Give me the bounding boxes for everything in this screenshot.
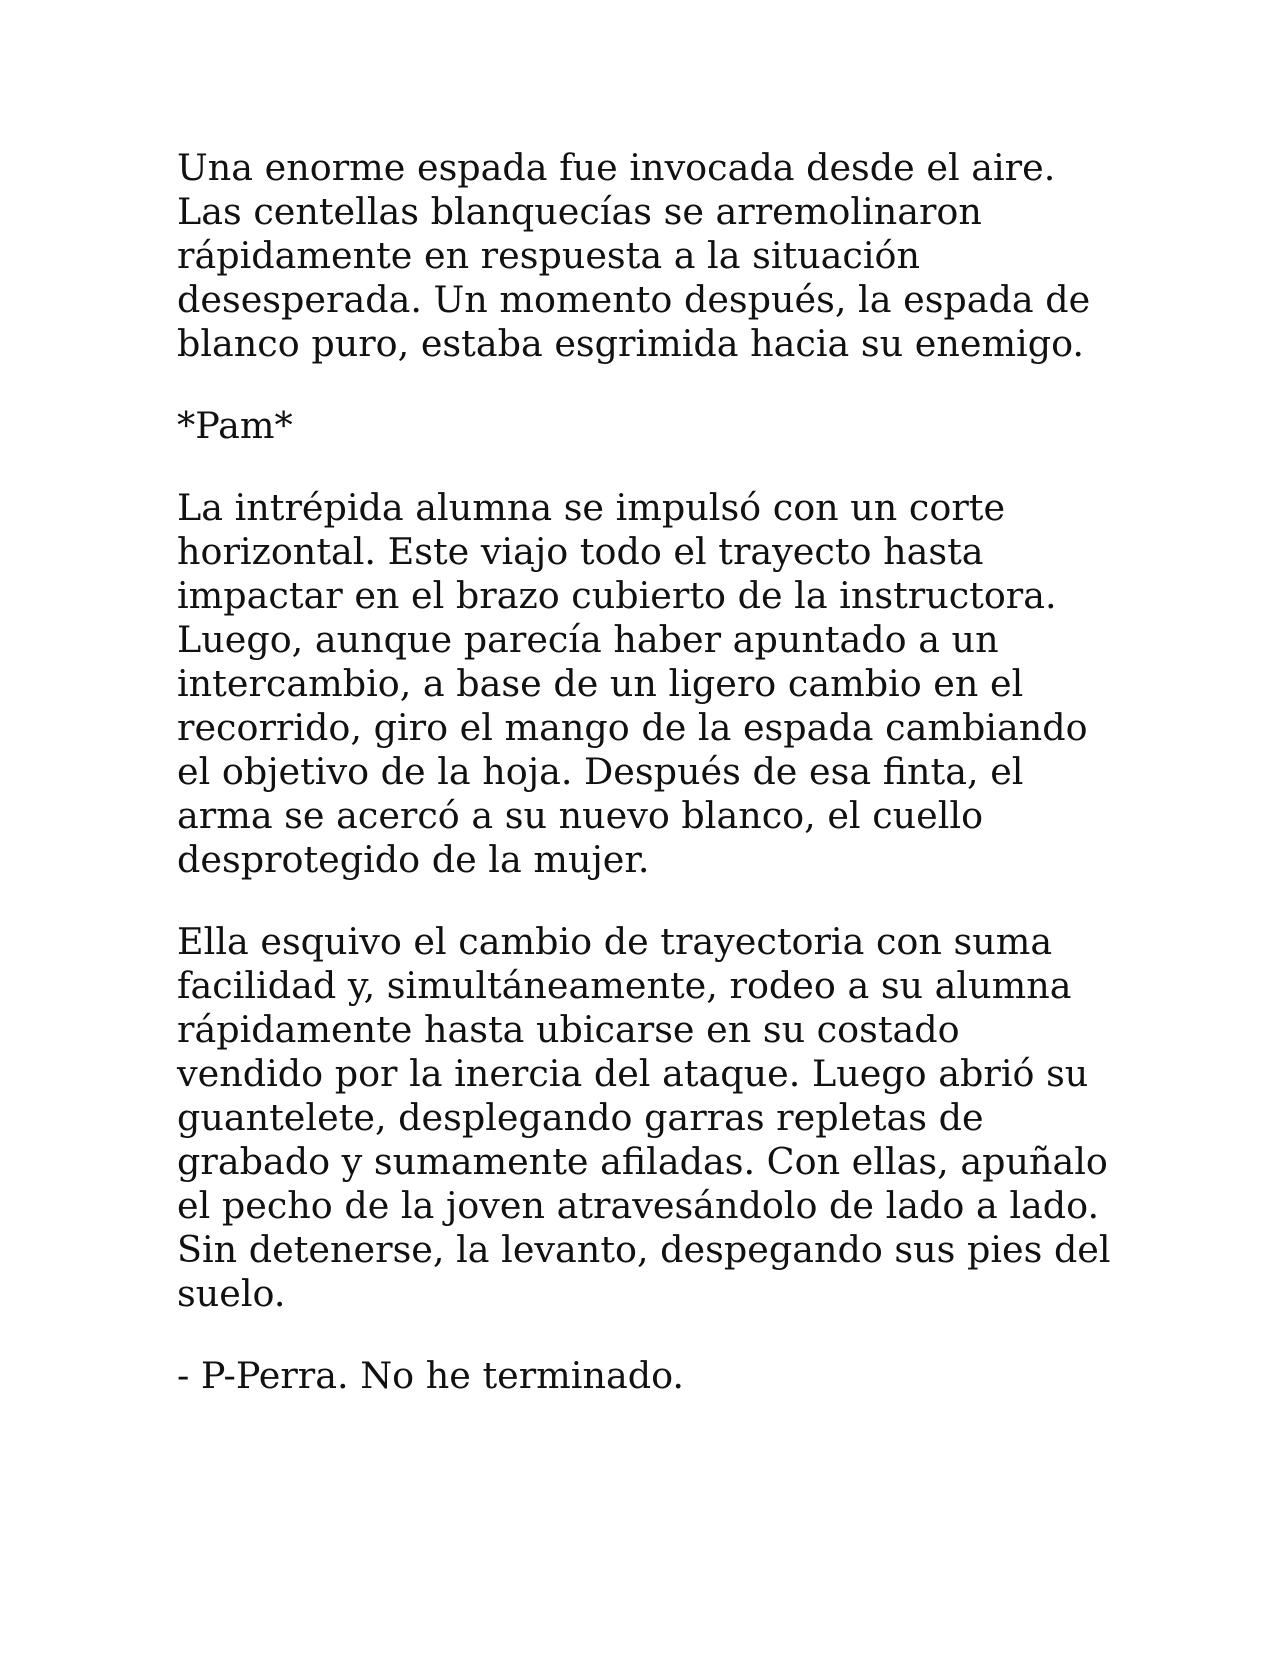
text-line: Una enorme espada fue invocada desde el aire. xyxy=(177,146,1056,189)
text-line: La intrépida alumna se impulsó con un corte xyxy=(177,486,1006,529)
text-line: blanco puro, estaba esgrimida hacia su enemigo. xyxy=(177,322,1085,365)
paragraph-3 xyxy=(177,486,1117,882)
text-line: horizontal. Este viajo todo el trayecto hasta xyxy=(177,530,984,573)
text-line: Luego, aunque parecía haber apuntado a un xyxy=(177,618,999,661)
story-text xyxy=(177,146,1117,1436)
text-line: desprotegido de la mujer. xyxy=(177,838,650,881)
text-line: Ella esquivo el cambio de trayectoria con suma xyxy=(177,920,1053,963)
text-line: suelo. xyxy=(177,1272,286,1315)
paragraph-1 xyxy=(177,146,1117,366)
paragraph-2 xyxy=(177,404,1117,448)
paragraph-5 xyxy=(177,1354,1117,1398)
text-line: guantelete, desplegando garras repletas de xyxy=(177,1096,984,1139)
text-line: grabado y sumamente afiladas. Con ellas, apuñalo xyxy=(177,1140,1108,1183)
text-line: rápidamente en respuesta a la situación xyxy=(177,234,921,277)
text-line: impactar en el brazo cubierto de la instructora. xyxy=(177,574,1057,617)
text-line: rápidamente hasta ubicarse en su costado xyxy=(177,1008,960,1051)
paragraph-4 xyxy=(177,920,1117,1316)
text-line: recorrido, giro el mango de la espada cambiando xyxy=(177,706,1088,749)
text-line: arma se acercó a su nuevo blanco, el cuello xyxy=(177,794,984,837)
text-line: Las centellas blanquecías se arremolinaron xyxy=(177,190,982,233)
text-line: - P-Perra. No he terminado. xyxy=(177,1354,685,1397)
text-line: Sin detenerse, la levanto, despegando sus pies del xyxy=(177,1228,1111,1271)
text-line: el pecho de la joven atravesándolo de lado a lado. xyxy=(177,1184,1100,1227)
text-line: el objetivo de la hoja. Después de esa finta, el xyxy=(177,750,1024,793)
text-line: *Pam* xyxy=(177,404,293,447)
text-line: desesperada. Un momento después, la espada de xyxy=(177,278,1091,321)
text-line: vendido por la inercia del ataque. Luego abrió su xyxy=(177,1052,1089,1095)
text-line: facilidad y, simultáneamente, rodeo a su alumna xyxy=(177,964,1072,1007)
text-line: intercambio, a base de un ligero cambio en el xyxy=(177,662,1024,705)
